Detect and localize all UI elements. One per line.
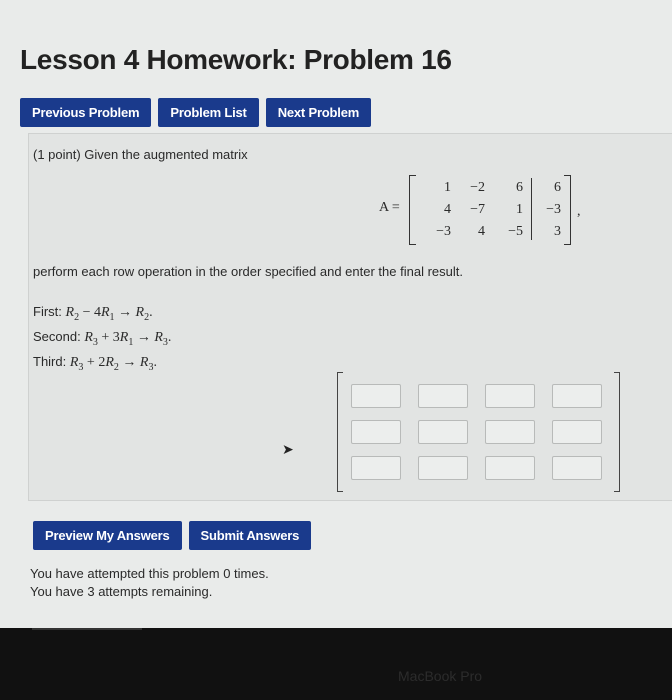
device-brand: MacBook Pro <box>398 668 483 684</box>
laptop-bezel <box>0 628 672 700</box>
augment-divider <box>531 178 532 240</box>
problem-panel <box>28 133 672 501</box>
matrix-left-bracket <box>409 175 416 245</box>
matrix-right-bracket <box>564 175 571 245</box>
instruction-text: perform each row operation in the order specified and enter the final result. <box>33 264 463 279</box>
attempts-remaining: You have 3 attempts remaining. <box>30 584 213 599</box>
row-operations <box>33 302 171 376</box>
matrix-cell-r1c4: 6 <box>554 180 561 195</box>
mouse-cursor-icon: ➤ <box>282 441 294 457</box>
operation-first: First: $R_2 - 4R_1 \to R_2$. <box>33 304 153 323</box>
attempts-count: You have attempted this problem 0 times. <box>30 566 269 581</box>
matrix-cell-r2c2: −7 <box>470 202 485 217</box>
answer-input-r1c2[interactable] <box>418 384 468 408</box>
answer-input-r2c2[interactable] <box>418 420 468 444</box>
matrix-cell-r3c1: −3 <box>436 224 451 239</box>
matrix-cell-r3c2: 4 <box>478 224 485 239</box>
answer-input-r3c2[interactable] <box>418 456 468 480</box>
matrix-cell-r1c1: 1 <box>444 180 451 195</box>
answer-input-r3c3[interactable] <box>485 456 535 480</box>
answer-input-r1c1[interactable] <box>351 384 401 408</box>
submit-answers-button[interactable]: Submit Answers <box>189 521 312 550</box>
matrix-cell-r2c4: −3 <box>546 202 561 217</box>
answer-right-bracket <box>614 372 620 492</box>
problem-intro: (1 point) Given the augmented matrix <box>33 147 248 162</box>
answer-input-r2c1[interactable] <box>351 420 401 444</box>
problem-list-button[interactable]: Problem List <box>158 98 258 127</box>
preview-answers-button[interactable]: Preview My Answers <box>33 521 182 550</box>
matrix-cell-r3c3: −5 <box>508 224 523 239</box>
answer-input-r1c4[interactable] <box>552 384 602 408</box>
next-problem-button[interactable]: Next Problem <box>266 98 371 127</box>
matrix-cell-r2c1: 4 <box>444 202 451 217</box>
matrix-cell-r1c3: 6 <box>516 180 523 195</box>
answer-input-r2c3[interactable] <box>485 420 535 444</box>
matrix-cell-r2c3: 1 <box>516 202 523 217</box>
answer-input-r3c4[interactable] <box>552 456 602 480</box>
page-title: Lesson 4 Homework: Problem 16 <box>20 44 452 75</box>
answer-actions <box>33 521 311 550</box>
problem-nav <box>20 98 371 127</box>
answer-matrix <box>334 372 624 492</box>
bezel-highlight <box>32 628 142 630</box>
operation-expression: $R_3 + 2R_2 \to R_3$. <box>69 354 157 373</box>
answer-input-r1c3[interactable] <box>485 384 535 408</box>
matrix-cell-r3c4: 3 <box>554 224 561 239</box>
operation-expression: $R_2 - 4R_1 \to R_2$. <box>65 305 153 323</box>
matrix-label: A = <box>379 200 400 215</box>
operation-expression: $R_3 + 3R_1 \to R_3$. <box>84 329 172 348</box>
attempts-info <box>30 565 269 601</box>
previous-problem-button[interactable]: Previous Problem <box>20 98 151 127</box>
answer-left-bracket <box>337 372 343 492</box>
matrix-comma: , <box>577 204 581 219</box>
answer-input-r2c4[interactable] <box>552 420 602 444</box>
operation-second: Second: $R_3 + 3R_1 \to R_3$. <box>33 328 172 348</box>
operation-third: Third: $R_3 + 2R_2 \to R_3$. <box>33 353 157 373</box>
matrix-cell-r1c2: −2 <box>470 180 485 195</box>
augmented-matrix <box>379 172 619 247</box>
answer-input-r3c1[interactable] <box>351 456 401 480</box>
